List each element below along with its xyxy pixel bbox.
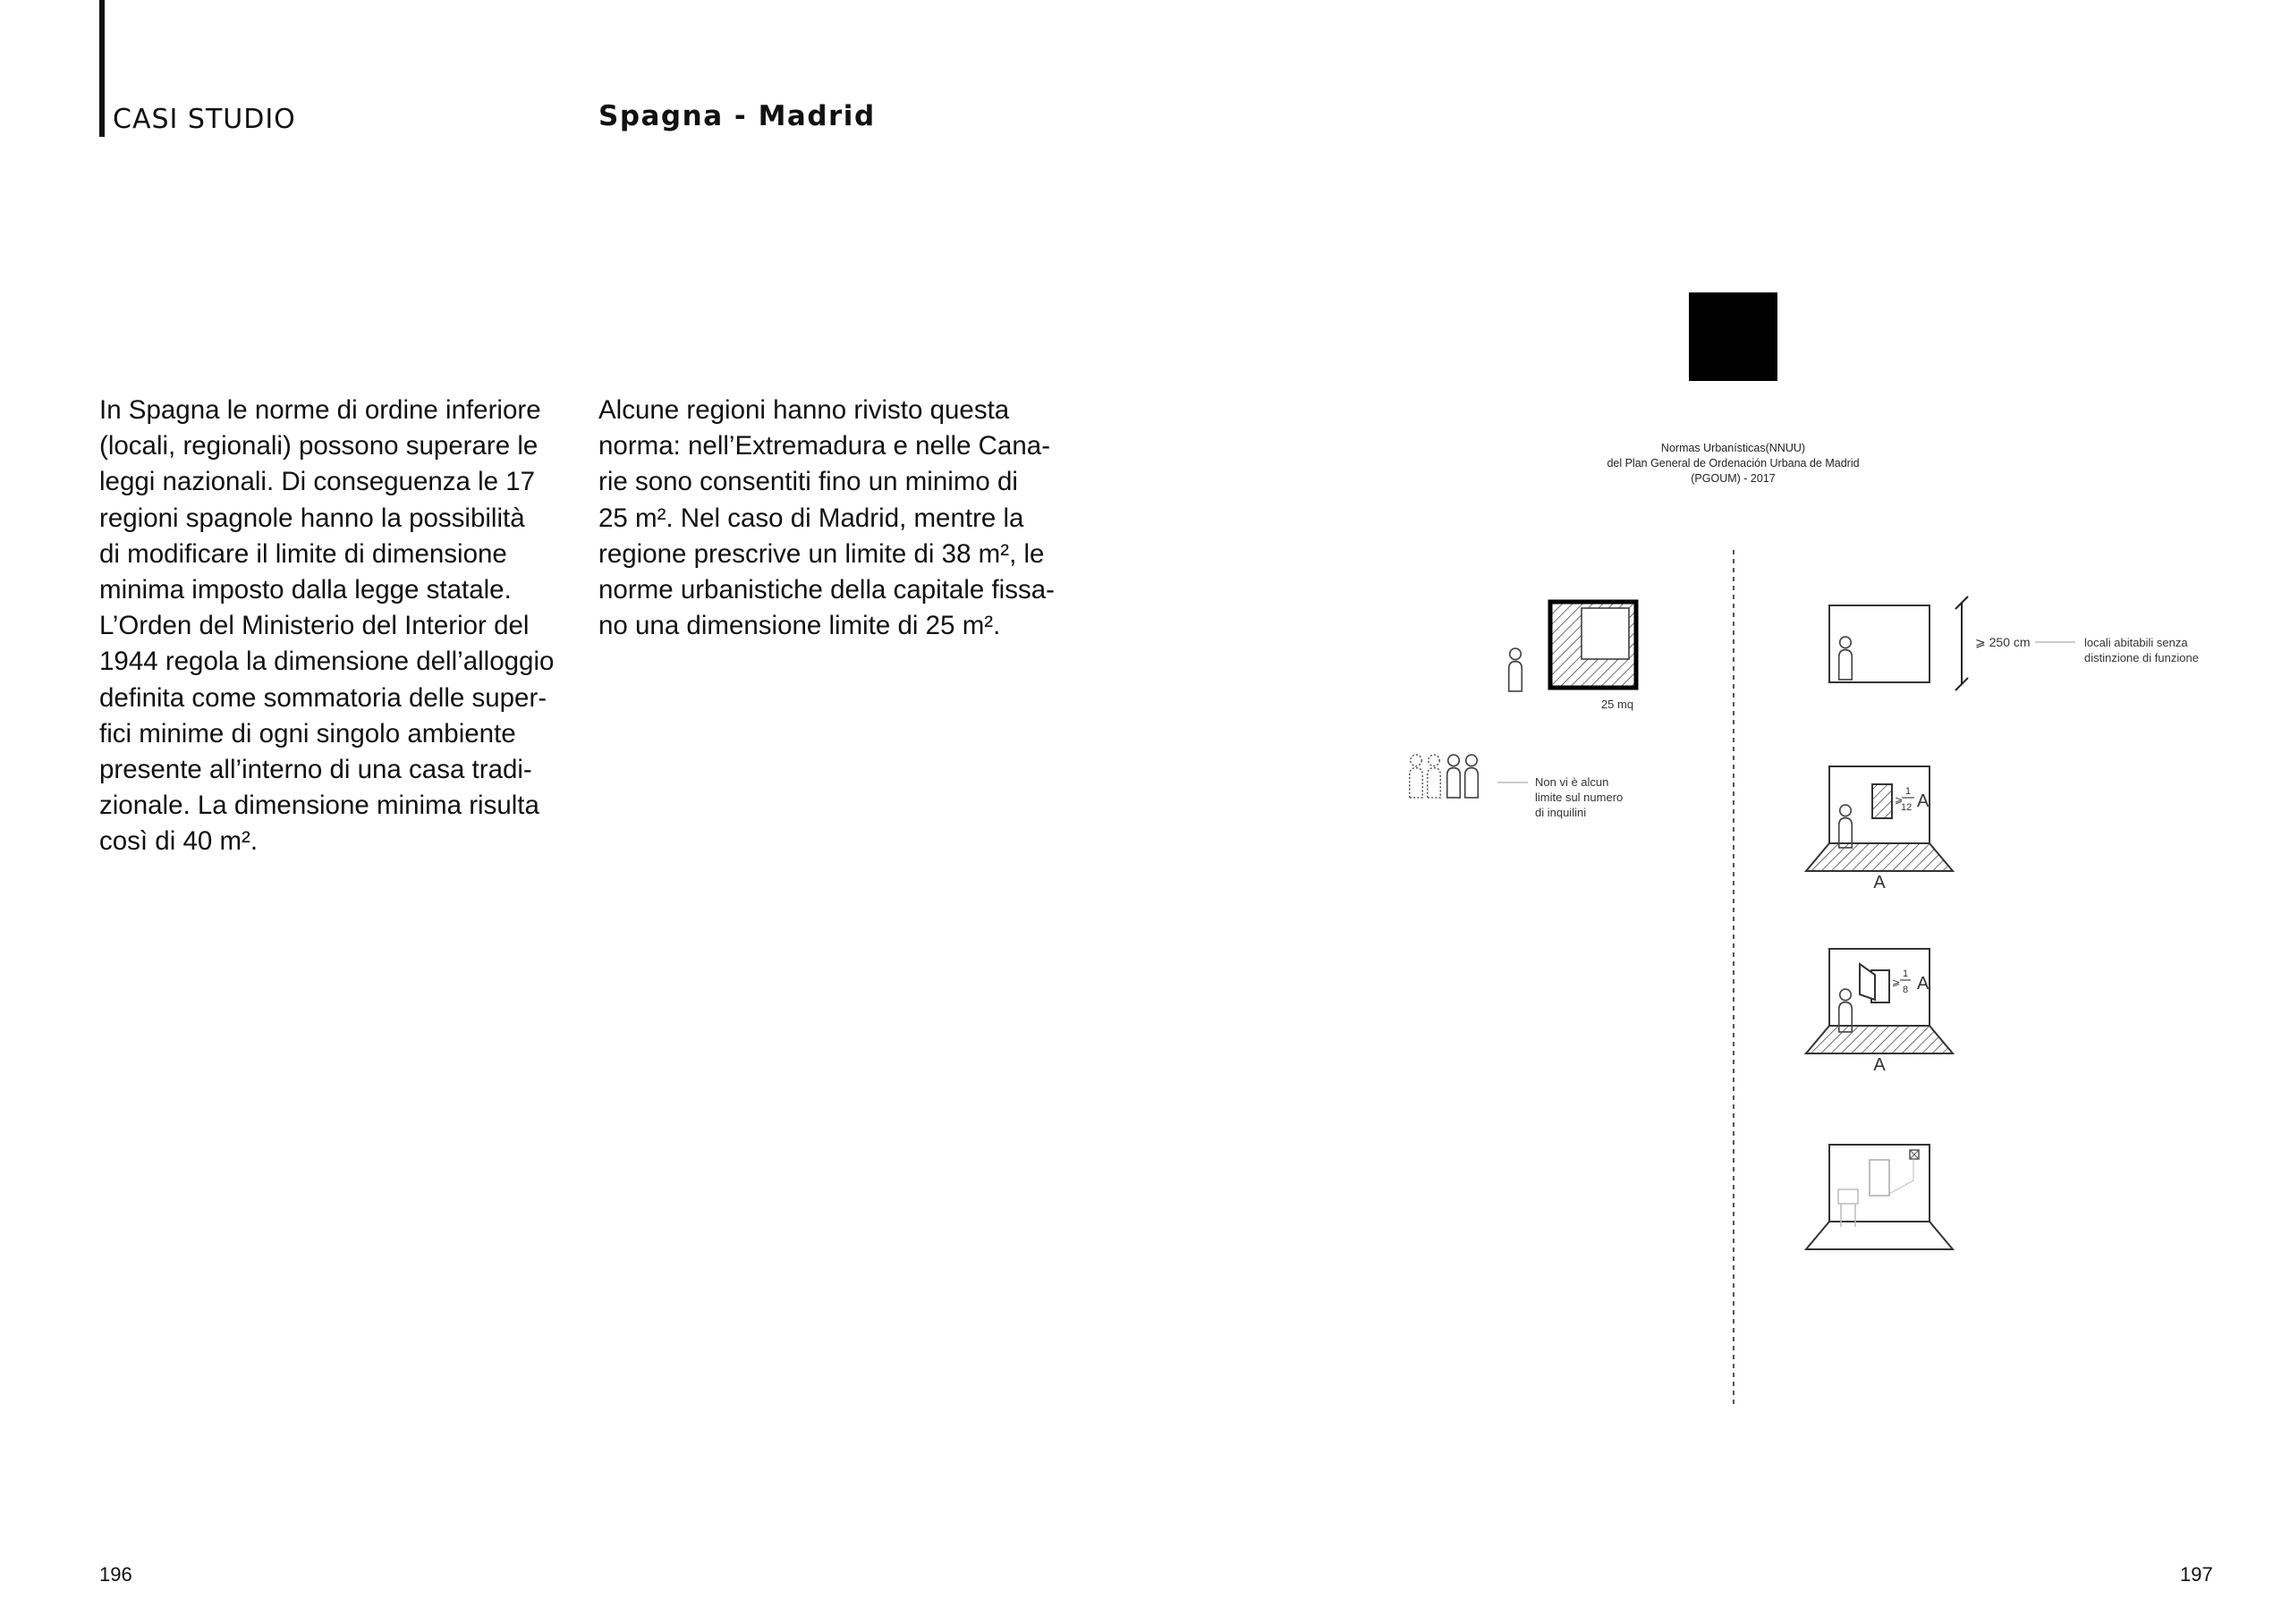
window-ratio-block-1 (1806, 766, 1953, 892)
inner-room-square (1582, 608, 1629, 659)
person-icon (1509, 648, 1522, 691)
text-line: regioni spagnole hanno la possibilità (99, 503, 525, 533)
text-line: norme urbanistiche della capitale fissa- (598, 575, 1055, 605)
text-line: zionale. La dimensione minima risulta (99, 791, 539, 821)
person-dotted-icon (1410, 755, 1423, 798)
furniture-outline (1870, 1160, 1889, 1196)
text-line: leggi nazionali. Di conseguenza le 17 (99, 467, 536, 497)
text-line: presente all’interno di una casa tradi- (99, 755, 532, 785)
rooms-label-line: distinzione di funzione (2084, 651, 2199, 664)
person-icon (1447, 755, 1461, 798)
ratio-symbol: ⩾ (1892, 977, 1901, 988)
ratio-numerator: 1 (1905, 786, 1912, 797)
ratio-unit: A (1917, 791, 1930, 811)
area-block (1509, 602, 1636, 711)
occupants-label-line: di inquilini (1535, 806, 1587, 819)
ratio-unit: A (1917, 974, 1930, 994)
text-line: 25 m². Nel caso di Madrid, mentre la (598, 503, 1024, 533)
text-line: (locali, regionali) possono superare le (99, 431, 539, 461)
occupants-block (1410, 755, 1624, 819)
text-line: di modificare il limite di dimensione (99, 538, 507, 569)
furnished-room-block (1806, 1145, 1953, 1249)
room-elevation (1829, 1145, 1930, 1222)
floor-label: A (1873, 873, 1886, 892)
rooms-label-line: locali abitabili senza (2084, 636, 2188, 649)
text-line: L’Orden del Ministerio del Interior del (99, 611, 530, 641)
section-title: CASI STUDIO (113, 104, 296, 135)
caption-line: Normas Urbanísticas(NNUU) (1660, 442, 1806, 454)
occupants-label-line: Non vi è alcun (1535, 775, 1609, 789)
wire-line (1889, 1159, 1913, 1194)
height-label: ⩾ 250 cm (1975, 635, 2031, 649)
window-icon (1872, 784, 1892, 818)
floor-label: A (1873, 1055, 1886, 1075)
person-dotted-icon (1428, 755, 1441, 798)
text-line: definita come sommatoria delle super- (99, 682, 547, 713)
text-line: norma: nell’Extremadura e nelle Cana- (598, 431, 1051, 461)
text-line: Alcune regioni hanno rivisto questa (598, 395, 1010, 425)
height-block (1829, 596, 2199, 690)
page-number-left: 196 (99, 1563, 132, 1586)
text-line: minima imposto dalla legge statale. (99, 575, 512, 605)
ratio-numerator: 1 (1903, 968, 1909, 979)
chair-outline (1838, 1189, 1858, 1204)
page-number-right: 197 (2180, 1563, 2213, 1586)
ratio-denominator: 8 (1903, 985, 1909, 995)
window-ratio-block-2 (1806, 949, 1953, 1075)
hatched-floor (1806, 843, 1953, 871)
text-line: 1944 regola la dimensione dell’alloggio (99, 647, 555, 677)
text-line: così di 40 m². (99, 826, 259, 857)
person-icon (1839, 805, 1853, 848)
floor-outline (1806, 1222, 1953, 1249)
caption-line: del Plan General de Ordenación Urbana de Madrid (1607, 457, 1860, 469)
hatched-floor (1806, 1026, 1953, 1053)
text-line: fici minime di ogni singolo ambiente (99, 718, 516, 749)
text-line: rie sono consentiti fino un minimo di (598, 467, 1018, 497)
text-line: regione prescrive un limite di 38 m², le (598, 538, 1045, 569)
person-icon (1839, 637, 1853, 680)
caption-line: (PGOUM) - 2017 (1691, 472, 1776, 485)
ratio-denominator: 12 (1901, 802, 1913, 813)
room-elevation (1829, 605, 1930, 682)
text-line: In Spagna le norme di ordine inferiore (99, 395, 541, 425)
area-label: 25 mq (1600, 698, 1634, 711)
person-icon (1465, 755, 1479, 798)
text-line: no una dimensione limite di 25 m². (598, 611, 1001, 641)
ratio-symbol: ⩾ (1895, 795, 1904, 806)
page-title: Spagna - Madrid (598, 100, 876, 132)
occupants-label-line: limite sul numero (1535, 791, 1624, 804)
